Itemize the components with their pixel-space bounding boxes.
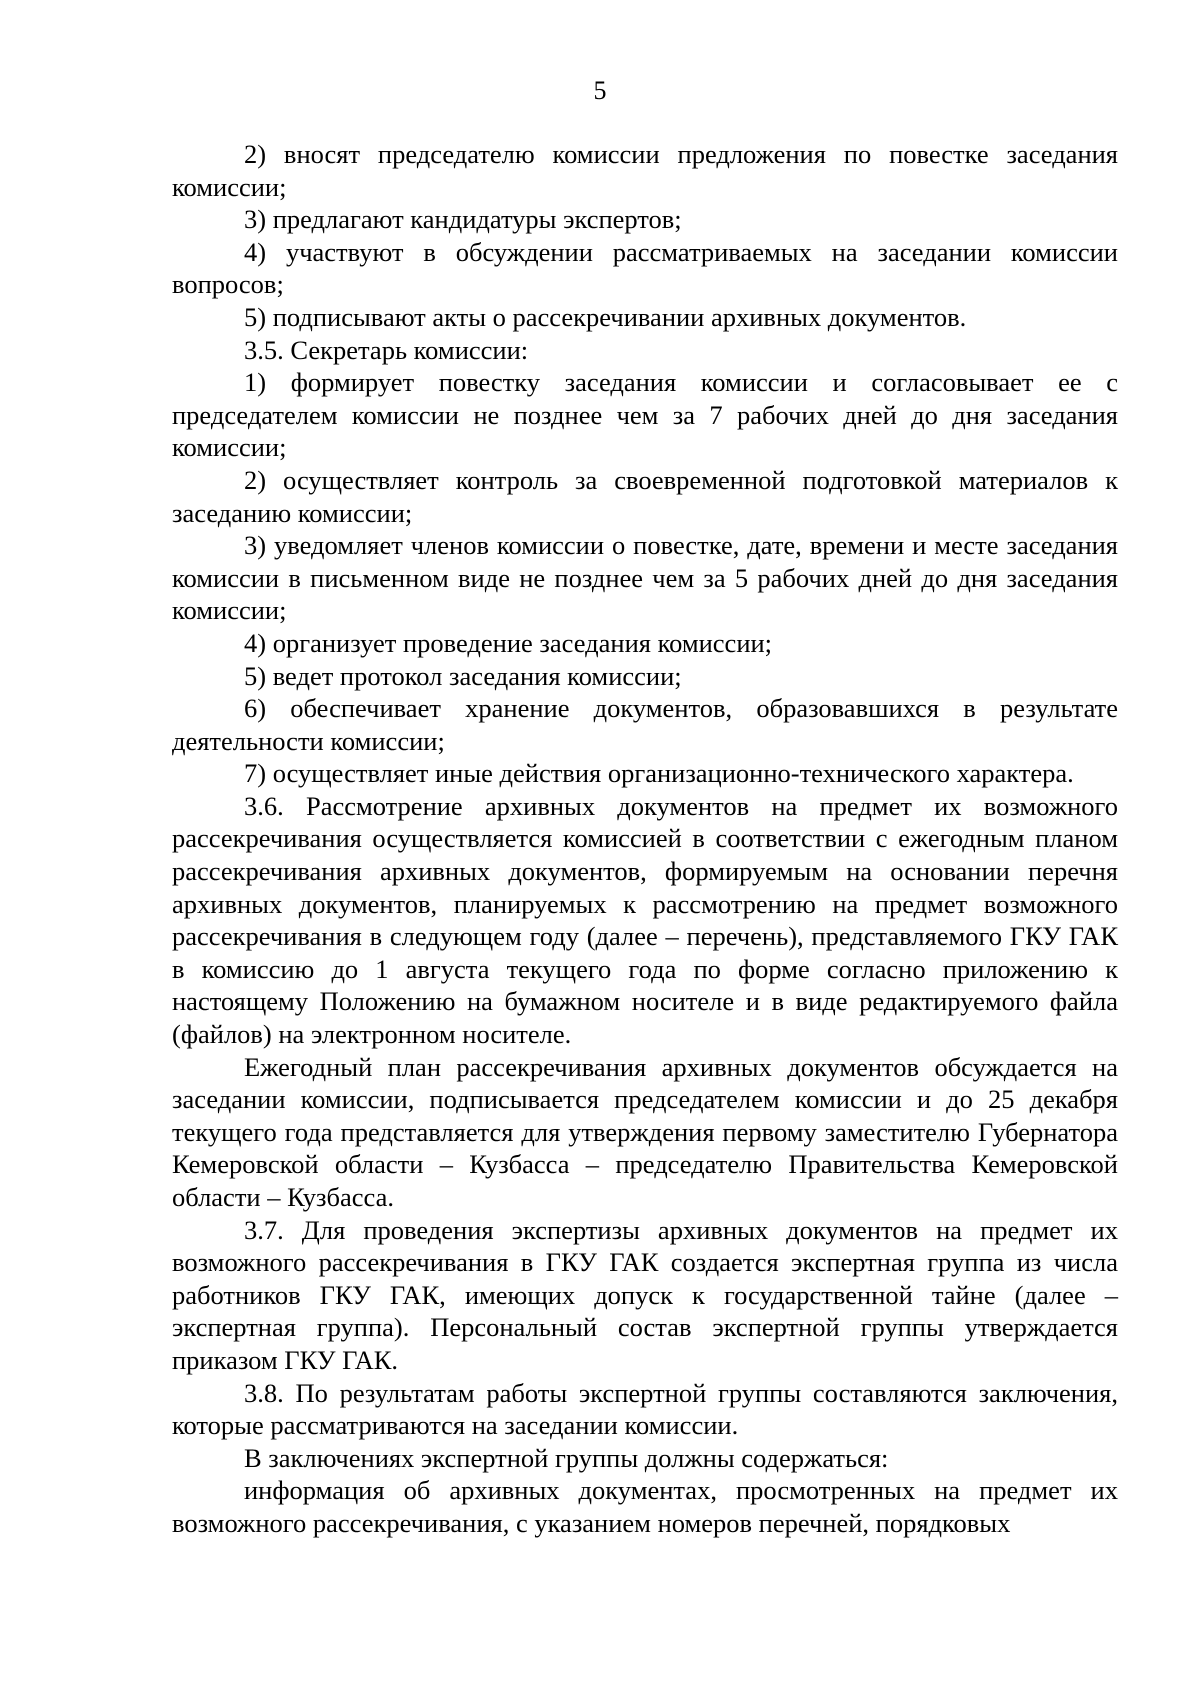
paragraph-3-5-secretary: 3.5. Секретарь комиссии:	[244, 334, 529, 365]
paragraph-3-7: 3.7. Для проведения экспертизы архивных документов на предмет их возможного рассекречивания в ГКУ ГАК создается экспертная группа из числа работников ГКУ ГАК, имеющих допуск к государственной тайне (далее – экспертная группа). Персональный состав экспертной группы утверждается приказом ГКУ ГАК.	[172, 1214, 1118, 1375]
paragraph-secretary-item-2: 2) осуществляет контроль за своевременной подготовкой материалов к заседанию комиссии;	[172, 464, 1118, 528]
paragraph-3-6: 3.6. Рассмотрение архивных документов на предмет их возможного рассекречивания осуществляется комиссией в соответствии с ежегодным планом рассекречивания архивных документов, формируемым на основании перечня архивных документов, планируемых к рассмотрению на предмет возможного рассекречивания в следующем году (далее – перечень), представляемого ГКУ ГАК в комиссию до 1 августа текущего года по форме согласно приложению к настоящему Положению на бумажном носителе и в виде редактируемого файла (файлов) на электронном носителе.	[172, 790, 1118, 1050]
paragraph-secretary-item-1: 1) формирует повестку заседания комиссии и согласовывает ее с председателем комиссии не позднее чем за 7 рабочих дней до дня заседания комиссии;	[172, 367, 1118, 463]
paragraph-item-2-proposals: 2) вносят председателю комиссии предложения по повестке заседания комиссии;	[172, 139, 1118, 202]
document-body	[172, 138, 1118, 1540]
paragraph-item-4-discussion: 4) участвуют в обсуждении рассматриваемых на заседании комиссии вопросов;	[172, 236, 1118, 300]
paragraph-annual-plan: Ежегодный план рассекречивания архивных документов обсуждается на заседании комиссии, подписывается председателем комиссии и до 25 декабря текущего года представляется для утверждения первому заместителю Губернатора Кемеровской области – Кузбасса – председателю Правительства Кемеровской области – Кузбасса.	[172, 1051, 1118, 1212]
paragraph-conclusions-intro: В заключениях экспертной группы должны содержаться:	[244, 1442, 889, 1473]
paragraph-3-8: 3.8. По результатам работы экспертной группы составляются заключения, которые рассматриваются на заседании комиссии.	[172, 1377, 1118, 1441]
paragraph-secretary-item-3: 3) уведомляет членов комиссии о повестке, дате, времени и месте заседания комиссии в письменном виде не позднее чем за 5 рабочих дней до дня заседания комиссии;	[172, 530, 1118, 626]
paragraph-item-5-sign-acts: 5) подписывают акты о рассекречивании архивных документов.	[244, 301, 967, 332]
paragraph-item-3-candidates: 3) предлагают кандидатуры экспертов;	[244, 204, 682, 235]
paragraph-secretary-item-4: 4) организует проведение заседания комиссии;	[244, 627, 773, 658]
paragraph-secretary-item-6: 6) обеспечивает хранение документов, образовавшихся в результате деятельности комиссии;	[172, 693, 1118, 756]
paragraph-secretary-item-5: 5) ведет протокол заседания комиссии;	[244, 660, 682, 691]
page-number: 5	[593, 76, 607, 105]
paragraph-secretary-item-7: 7) осуществляет иные действия организационно-технического характера.	[244, 758, 1074, 789]
paragraph-conclusions-info: информация об архивных документах, просмотренных на предмет их возможного рассекречивания, с указанием номеров перечней, порядковых	[172, 1475, 1118, 1538]
